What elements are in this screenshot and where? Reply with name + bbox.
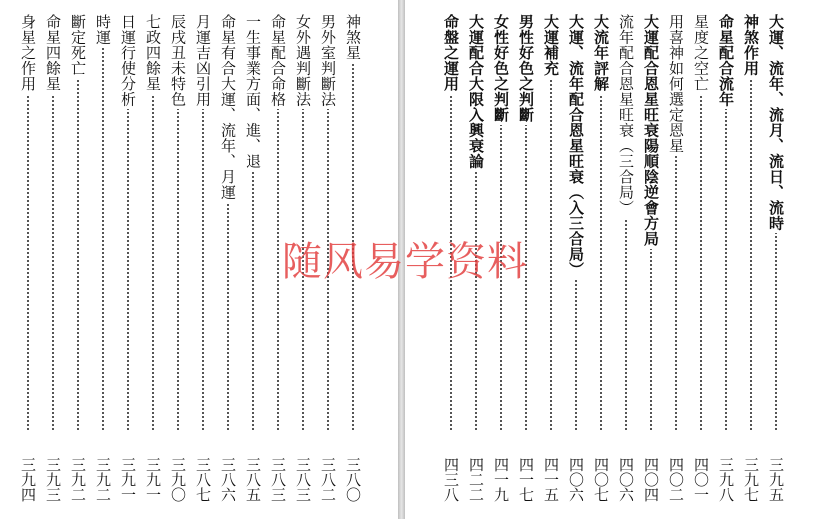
toc-title: 女外遇判斷法	[294, 14, 312, 107]
toc-entry	[691, 14, 711, 502]
toc-title: 大運、流年、流月、流日、流時	[767, 14, 785, 231]
toc-page-number: 三八〇	[344, 457, 362, 502]
toc-title: 月運吉凶引用	[194, 14, 212, 107]
toc-page-number: 三八七	[194, 457, 212, 502]
toc-entry	[666, 14, 686, 502]
toc-title: 命星配合命格	[269, 14, 287, 107]
toc-entry	[716, 14, 736, 502]
toc-page-number: 四二二	[467, 457, 485, 502]
toc-page-number: 四〇六	[617, 457, 635, 502]
toc-title: 流年配合恩星旺衰（三合局）	[617, 14, 635, 216]
toc-title: 星度之空亡	[692, 14, 710, 92]
toc-title: 日運行使分析	[119, 14, 137, 107]
toc-entry	[43, 14, 63, 502]
toc-entry	[143, 14, 163, 502]
toc-title: 命星有合大運、流年、月運	[219, 14, 237, 200]
toc-entry	[68, 14, 88, 502]
toc-page-number: 三九二	[69, 457, 87, 502]
toc-title: 神煞星	[344, 14, 362, 61]
toc-page-number: 三八五	[244, 457, 262, 502]
toc-title: 女性好色之判斷	[492, 14, 510, 123]
toc-page-number: 四〇六	[567, 457, 585, 502]
toc-title: 時運	[94, 14, 112, 45]
toc-entry	[766, 14, 786, 502]
toc-title: 命星配合流年	[717, 14, 735, 107]
toc-page-number: 四〇七	[592, 457, 610, 502]
toc-page-number: 四一五	[542, 457, 560, 502]
toc-page-number: 三八六	[219, 457, 237, 502]
toc-title: 大運配合恩星旺衰陽順陰逆會方局	[642, 14, 660, 247]
toc-page-number: 三九二	[94, 457, 112, 502]
toc-entry	[591, 14, 611, 502]
toc-title: 身星之作用	[19, 14, 37, 92]
dot-leader	[352, 24, 354, 430]
toc-page-number: 三九〇	[169, 457, 187, 502]
toc-entry	[93, 14, 113, 502]
dot-leader	[550, 24, 552, 430]
toc-page-number: 三九一	[119, 457, 137, 502]
toc-page-number: 三九七	[742, 457, 760, 502]
toc-title: 一生事業方面、進、退	[244, 14, 262, 169]
toc-page-number: 四一七	[517, 457, 535, 502]
toc-title: 七政四餘星	[144, 14, 162, 92]
toc-entry	[741, 14, 761, 502]
toc-title: 斷定死亡	[69, 14, 87, 76]
toc-entry	[218, 14, 238, 502]
watermark-text: 随风易学资料	[282, 239, 528, 285]
toc-title: 辰戌丑未特色	[169, 14, 187, 107]
toc-entry	[18, 14, 38, 502]
toc-entry	[168, 14, 188, 502]
toc-entry	[566, 14, 586, 502]
toc-page-number: 四一九	[492, 457, 510, 502]
toc-entry	[616, 14, 636, 502]
toc-page-number: 三八三	[294, 457, 312, 502]
toc-page-number: 三九三	[44, 457, 62, 502]
toc-page-number: 三八三	[269, 457, 287, 502]
toc-title: 命星四餘星	[44, 14, 62, 92]
toc-entry	[541, 14, 561, 502]
toc-entry	[118, 14, 138, 502]
toc-page-number: 四〇四	[642, 457, 660, 502]
toc-page-number: 三八二	[319, 457, 337, 502]
dot-leader	[102, 24, 104, 430]
toc-page-number: 三九五	[767, 457, 785, 502]
dot-leader	[77, 24, 79, 430]
toc-page-number: 四〇二	[667, 457, 685, 502]
toc-page-number: 四三八	[442, 457, 460, 502]
toc-title: 大運配合大限入興衰論	[467, 14, 485, 169]
toc-title: 男性好色之判斷	[517, 14, 535, 123]
toc-title: 用喜神如何選定恩星	[667, 14, 685, 154]
toc-page-number: 三九四	[19, 457, 37, 502]
toc-title: 大運補充	[542, 14, 560, 76]
toc-entry	[641, 14, 661, 502]
toc-page-number: 三九一	[144, 457, 162, 502]
toc-title: 大運、流年配合恩星旺衰（入三合局）	[567, 14, 585, 278]
toc-title: 大流年評解	[592, 14, 610, 92]
dot-leader	[750, 24, 752, 430]
toc-title: 男外室判斷法	[319, 14, 337, 107]
toc-entry	[243, 14, 263, 502]
toc-page-number: 四〇一	[692, 457, 710, 502]
toc-entry	[193, 14, 213, 502]
toc-title: 命盤之運用	[442, 14, 460, 92]
toc-title: 神煞作用	[742, 14, 760, 76]
toc-page-number: 三九八	[717, 457, 735, 502]
